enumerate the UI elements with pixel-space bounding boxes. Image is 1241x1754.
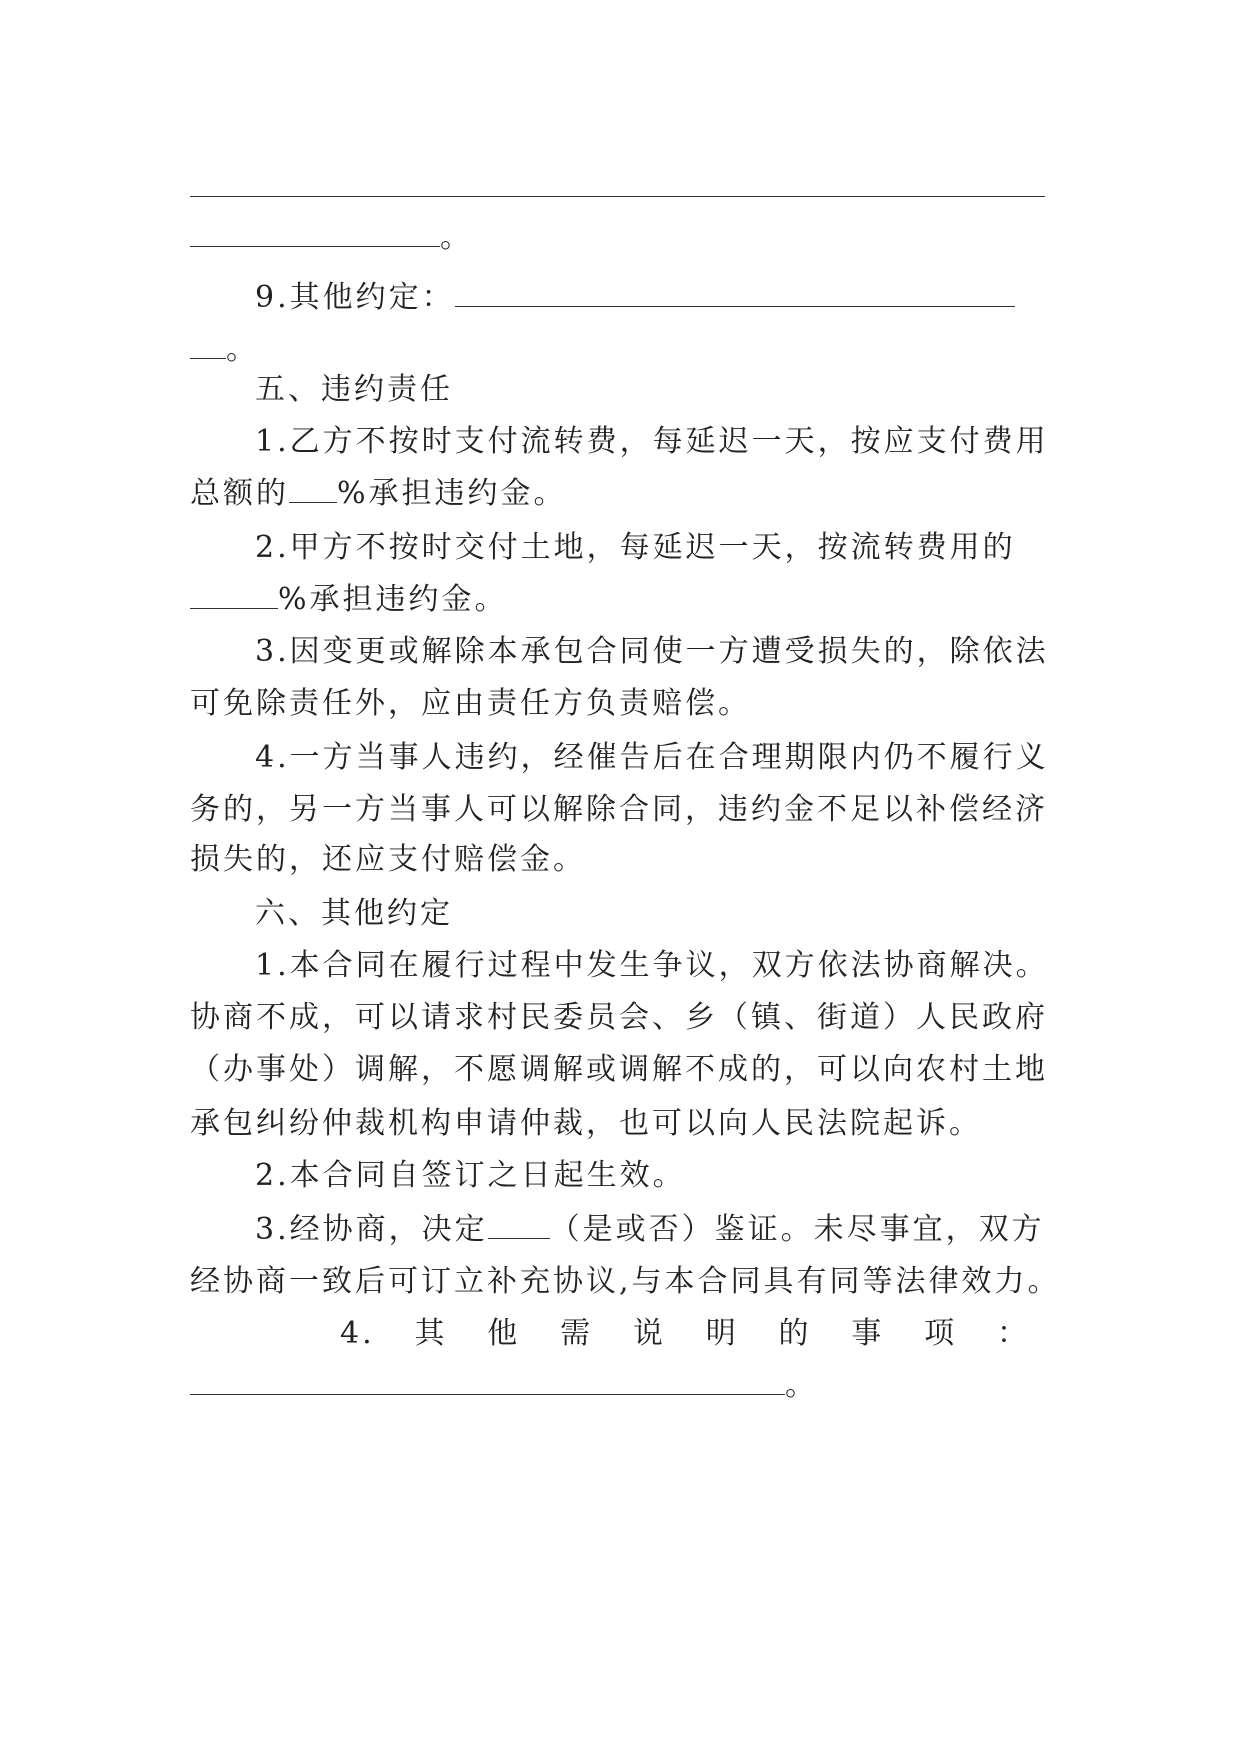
blank-fill — [190, 224, 440, 247]
clause-5-4-line-1: 4.一方当事人违约，经催告后在合理期限内仍不履行义 — [255, 740, 1049, 775]
clause-6-3-line-1: 3.经协商，决定 （是或否）鉴证。未尽事宜，双方 — [255, 1212, 1045, 1247]
clause-5-3-line-2: 可免除责任外，应由责任方负责赔偿。 — [190, 686, 751, 721]
blank-fill — [289, 480, 337, 503]
clause-5-4-line-3: 损失的，还应支付赔偿金。 — [190, 842, 586, 877]
blank-line-continuation — [190, 168, 1050, 208]
item-9-continuation: 。 — [190, 330, 1050, 370]
section-5-heading: 五、违约责任 — [255, 372, 453, 407]
clause-6-3-line-2: 经协商一致后可订立补充协议,与本合同具有同等法律效力。 — [190, 1264, 1061, 1299]
item-9-other-agreements: 9.其他约定： — [255, 278, 1050, 318]
blank-fill — [488, 1216, 550, 1239]
clause-5-3-line-1: 3.因变更或解除本承包合同使一方遭受损失的，除依法 — [255, 634, 1049, 669]
blank-fill — [190, 174, 1045, 197]
clause-5-4-line-2: 务的，另一方当事人可以解除合同，违约金不足以补偿经济 — [190, 792, 1048, 827]
blank-fill — [190, 1372, 785, 1395]
clause-6-1-line-4: 承包纠纷仲裁机构申请仲裁，也可以向人民法院起诉。 — [190, 1106, 982, 1141]
blank-fill — [190, 586, 278, 609]
clause-5-2-line-1: 2.甲方不按时交付土地，每延迟一天，按流转费用的 — [255, 530, 1016, 565]
clause-6-1-line-3: （办事处）调解，不愿调解或调解不成的，可以向农村土地 — [190, 1052, 1048, 1087]
clause-5-1-line-2: 总额的 %承担违约金。 — [190, 476, 567, 511]
blank-fill — [455, 284, 1015, 307]
clause-6-1-line-2: 协商不成，可以请求村民委员会、乡（镇、街道）人民政府 — [190, 1000, 1048, 1035]
clause-6-1-line-1: 1.本合同在履行过程中发生争议，双方依法协商解决。 — [255, 948, 1049, 983]
clause-5-1-line-1: 1.乙方不按时支付流转费，每延迟一天，按应支付费用 — [255, 424, 1049, 459]
section-6-heading: 六、其他约定 — [255, 896, 453, 931]
blank-line-continuation-end: 。 — [190, 218, 1050, 258]
clause-6-4-line-1: 4. 其 他 需 说 明 的 事 项 ： — [340, 1316, 1030, 1351]
clause-6-2: 2.本合同自签订之日起生效。 — [255, 1158, 686, 1193]
clause-5-2-line-2: %承担违约金。 — [190, 580, 1050, 620]
blank-fill — [190, 336, 226, 359]
clause-6-4-line-2: 。 — [190, 1366, 1050, 1406]
